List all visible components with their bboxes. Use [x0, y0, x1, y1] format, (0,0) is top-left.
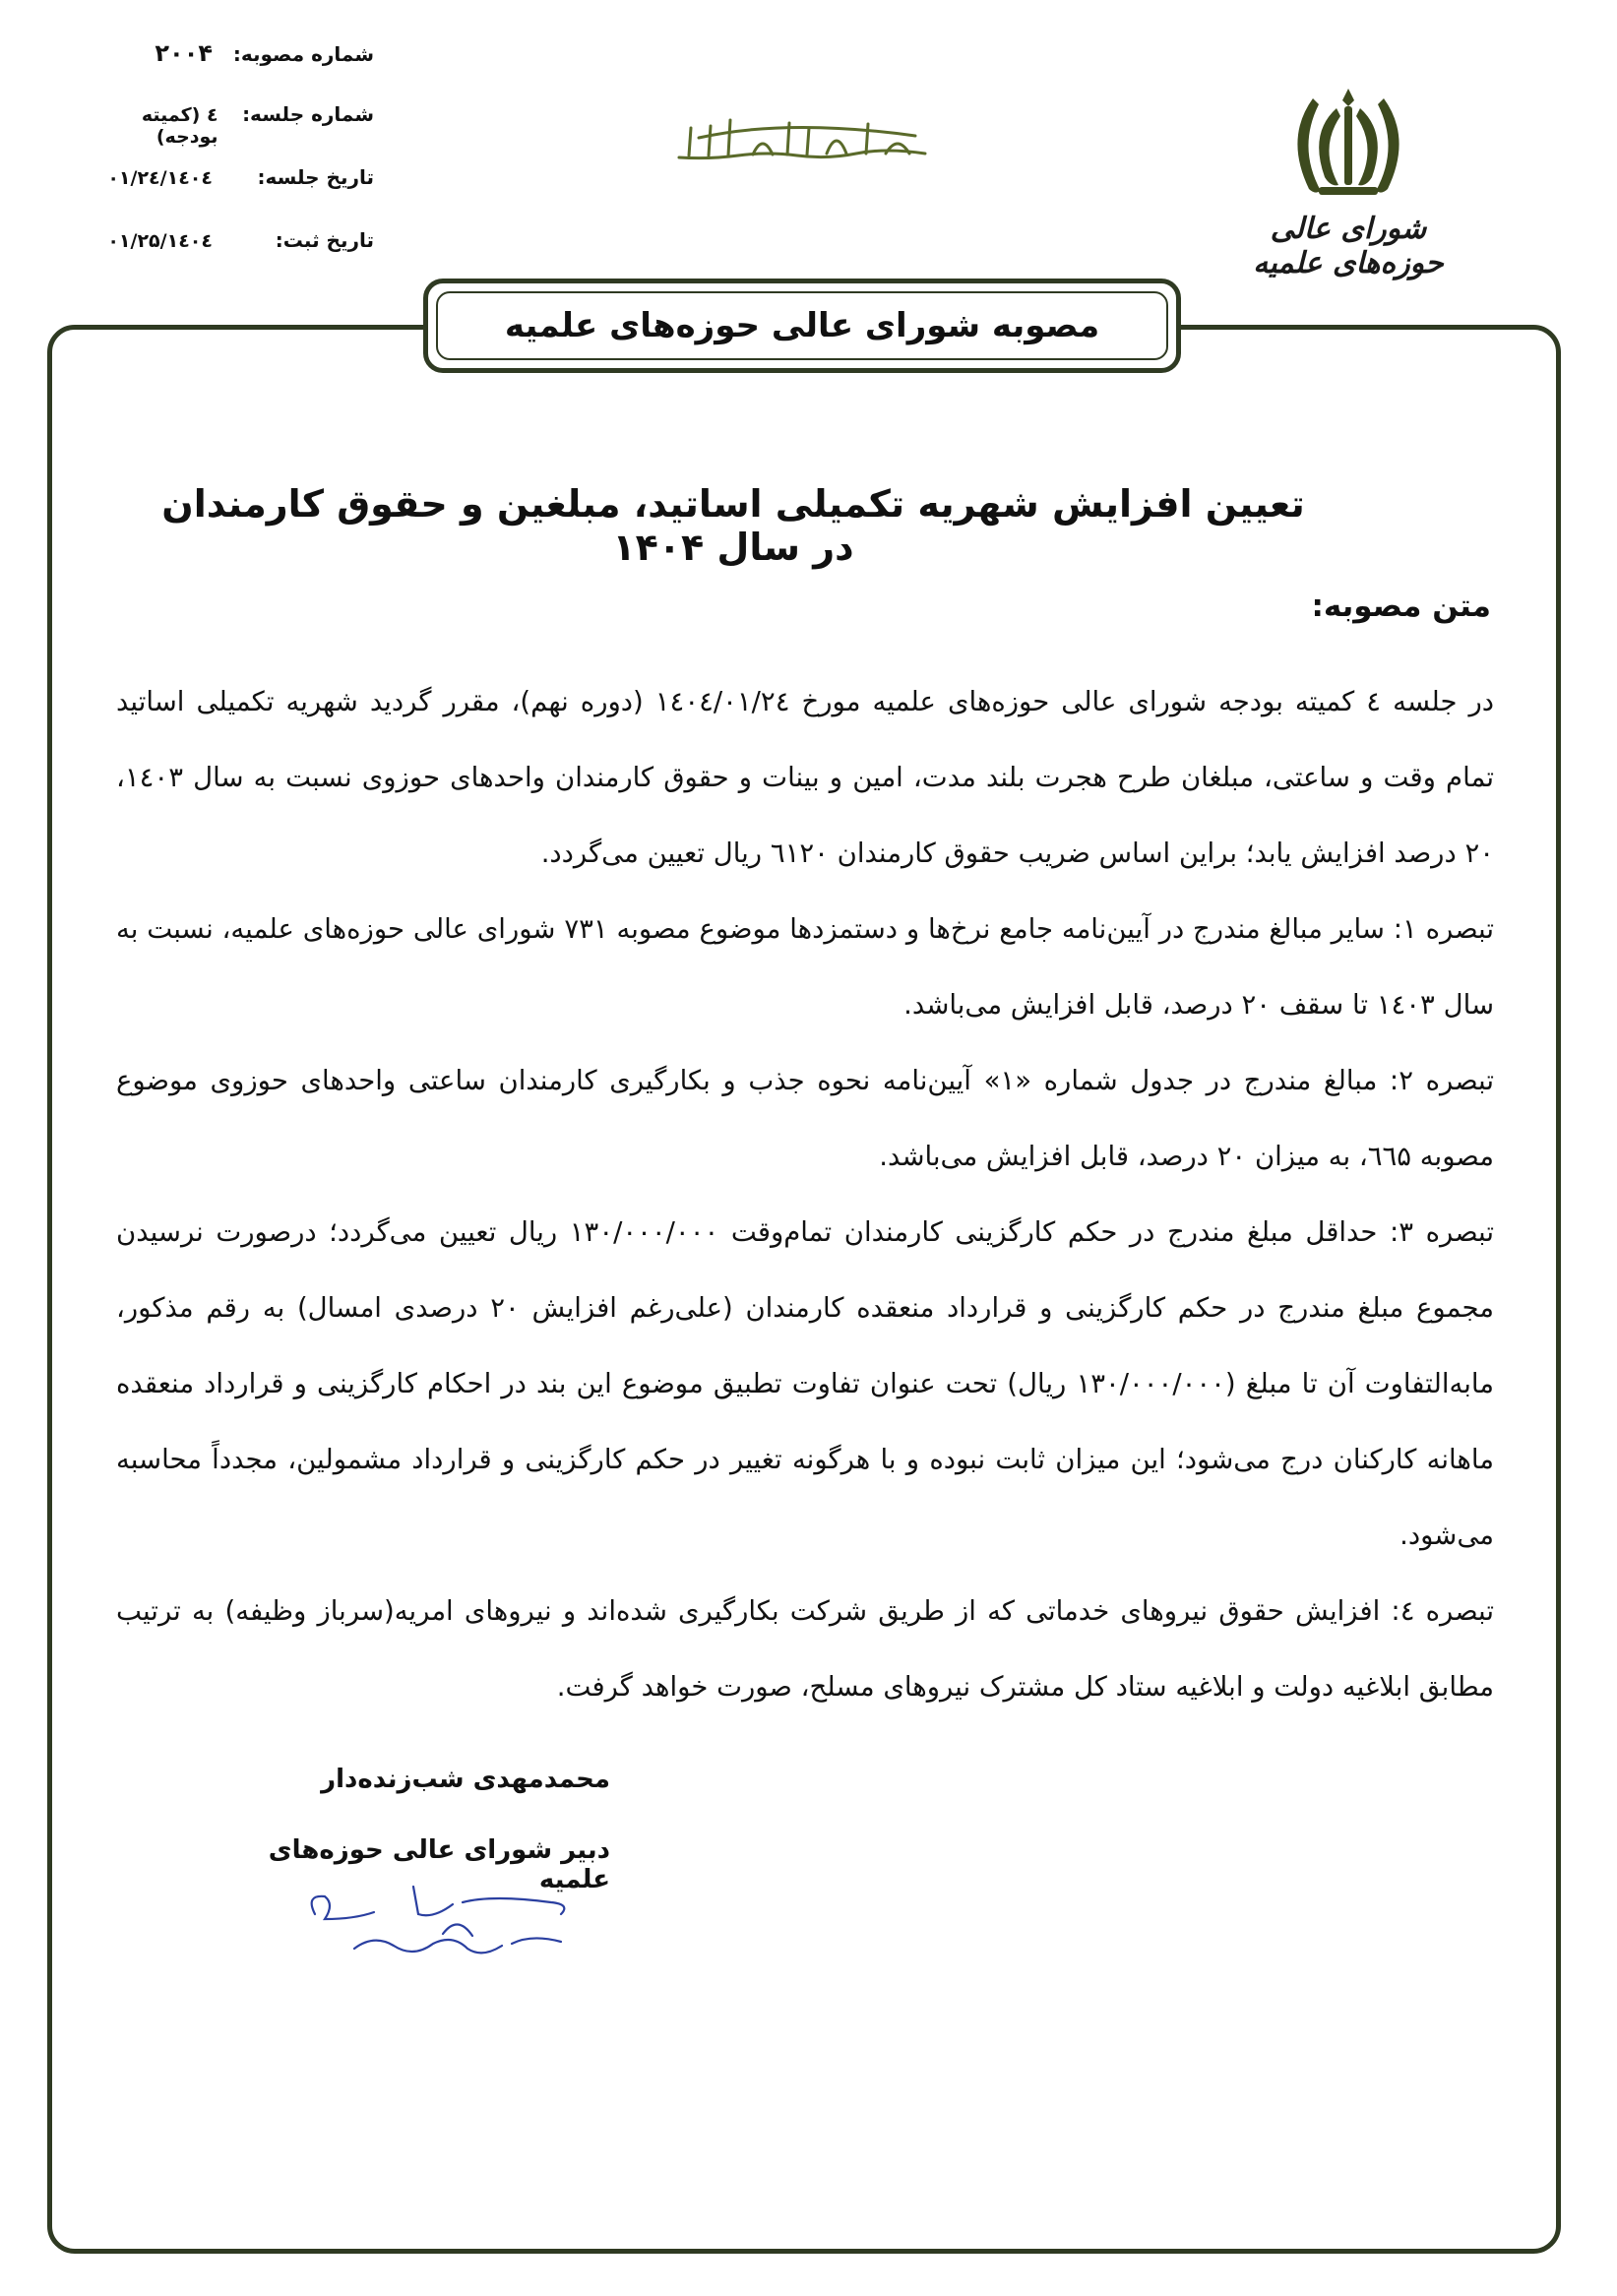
session-date-row [79, 165, 374, 228]
session-number-row [79, 102, 374, 165]
session-date-label: تاریخ جلسه: [257, 165, 374, 189]
logo-text: شورای عالی حوزه‌های علمیه [1253, 212, 1444, 280]
registration-date-label: تاریخ ثبت: [275, 228, 374, 252]
session-date: ۱٤۰٤/۰۱/۲٤ [107, 167, 213, 189]
basmala-calligraphy-icon [669, 98, 945, 177]
registration-date-row [79, 228, 374, 291]
section-heading: متن مصوبه: [1311, 589, 1491, 624]
document-title: تعیین افزایش شهریه تکمیلی اساتید، مبلغین و حقوق کارمندان در سال ۱۴۰۴ [161, 482, 1305, 569]
document-body [116, 664, 1494, 1725]
signatory-title: دبیر شورای عالی حوزه‌های علمیه [268, 1835, 610, 1894]
header-tab [423, 279, 1181, 373]
resolution-number-label: شماره مصوبه: [232, 42, 374, 66]
registration-date: ۱٤۰٤/۰۱/۲۵ [107, 230, 213, 252]
signatory-name: محمدمهدی شب‌زنده‌دار [321, 1765, 610, 1794]
resolution-number-row [79, 39, 374, 102]
resolution-number: ۲۰۰۴ [155, 39, 213, 67]
document-meta [79, 39, 374, 291]
header-tab-inner [436, 291, 1168, 360]
paragraph-note-3: تبصره ۳: حداقل مبلغ مندرج در حکم کارگزینی کارمندان تمام‌وقت ۱۳۰/۰۰۰/۰۰۰ ریال تعیین می‌گردد؛ درصورت نرسیدن مجموع مبلغ مندرج در حکم کارگزینی و قرارداد منعقده کارمندان (علی‌رغم افزایش ۲۰ درصدی امسال) به رقم مذکور، مابه‌التفاوت آن تا مبلغ (۱۳۰/۰۰۰/۰۰۰ ریال) تحت عنوان تفاوت تطبیق موضوع این بند در احکام کارگزینی و قرارداد منعقده ماهانه کارکنان درج می‌شود؛ این میزان ثابت نبوده و با هرگونه تغییر در حکم کارگزینی و قرارداد مشمولین، مجدداً محاسبه می‌شود. [116, 1216, 1494, 1551]
paragraph-note-1: تبصره ۱: سایر مبالغ مندرج در آیین‌نامه جامع نرخ‌ها و دستمزدها موضوع مصوبه ۷۳۱ شورای عالی حوزه‌های علمیه، نسبت به سال ۱٤۰۳ تا سقف ۲۰ درصد، قابل افزایش می‌باشد. [116, 913, 1494, 1021]
paragraph-main: در جلسه ٤ کمیته بودجه شورای عالی حوزه‌های علمیه مورخ ۱٤۰٤/۰۱/۲٤ (دوره نهم)، مقرر گردید شهریه تکمیلی اساتید تمام وقت و ساعتی، مبلغان طرح هجرت بلند مدت، امین و بینات و حقوق کارمندان واحدهای حوزوی نسبت به سال ۱٤۰۳، ۲۰ درصد افزایش یابد؛ براین اساس ضریب حقوق کارمندان ٦۱۲۰ ریال تعیین می‌گردد. [116, 686, 1494, 869]
paragraph-note-2: تبصره ۲: مبالغ مندرج در جدول شماره «۱» آیین‌نامه نحوه جذب و بکارگیری کارمندان ساعتی واحدهای حوزوی موضوع مصوبه ٦٦۵، به میزان ۲۰ درصد، قابل افزایش می‌باشد. [116, 1065, 1494, 1172]
session-number: ٤ (کمیته بودجه) [141, 104, 218, 148]
emblem-icon [1279, 79, 1417, 207]
header-tab-title: مصوبه شورای عالی حوزه‌های علمیه [504, 306, 1100, 345]
paragraph-note-4: تبصره ٤: افزایش حقوق نیروهای خدماتی که از طریق شرکت بکارگیری شده‌اند و نیروهای امریه(سرباز وظیفه) به ترتیب مطابق ابلاغیه دولت و ابلاغیه ستاد کل مشترک نیروهای مسلح، صورت خواهد گرفت. [116, 1595, 1495, 1703]
handwritten-signature-icon [295, 1875, 610, 1973]
session-number-label: شماره جلسه: [242, 102, 374, 126]
